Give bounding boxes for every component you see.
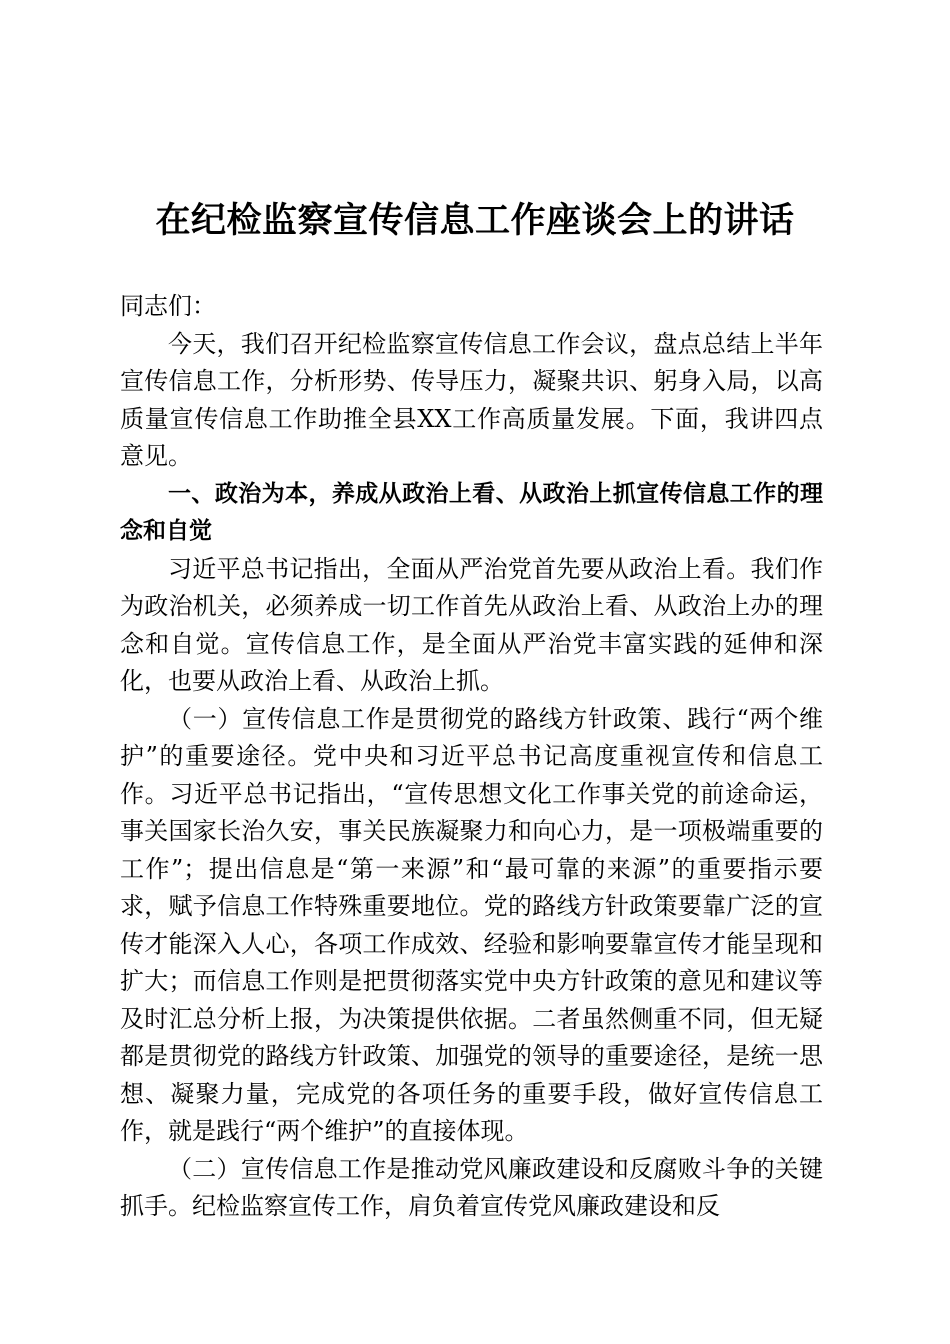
paragraph-subsection-2: （二）宣传信息工作是推动党风廉政建设和反腐败斗争的关键抓手。纪检监察宣传工作，肩负着宣传党风廉政建设和反 <box>120 1154 823 1220</box>
paragraph-opening: 今天，我们召开纪检监察宣传信息工作会议，盘点总结上半年宣传信息工作，分析形势、传导压力，凝聚共识、躬身入局，以高质量宣传信息工作助推全县XX工作高质量发展。下面，我讲四点意见。 <box>120 329 823 470</box>
salutation: 同志们： <box>120 292 216 320</box>
document-body <box>120 288 823 1226</box>
paragraph-politics: 习近平总书记指出，全面从严治党首先要从政治上看。我们作为政治机关，必须养成一切工作首先从政治上看、从政治上办的理念和自觉。宣传信息工作，是全面从严治党丰富实践的延伸和深化，也要从政治上看、从政治上抓。 <box>120 554 823 695</box>
paragraph-subsection-1: （一）宣传信息工作是贯彻党的路线方针政策、践行“两个维护”的重要途径。党中央和习近平总书记高度重视宣传和信息工作。习近平总书记指出，“宣传思想文化工作事关党的前途命运，事关国家长治久安，事关民族凝聚力和向心力，是一项极端重要的工作”；提出信息是“第一来源”和“最可靠的来源”的重要指示要求，赋予信息工作特殊重要地位。党的路线方针政策要靠广泛的宣传才能深入人心，各项工作成效、经验和影响要靠宣传才能呈现和扩大；而信息工作则是把贯彻落实党中央方针政策的意见和建议等及时汇总分析上报，为决策提供依据。二者虽然侧重不同，但无疑都是贯彻党的路线方针政策、加强党的领导的重要途径，是统一思想、凝聚力量，完成党的各项任务的重要手段，做好宣传信息工作，就是践行“两个维护”的直接体现。 <box>120 704 823 1145</box>
document-title: 在纪检监察宣传信息工作座谈会上的讲话 <box>155 200 795 241</box>
section-heading-1: 一、政治为本，养成从政治上看、从政治上抓宣传信息工作的理念和自觉 <box>120 480 823 544</box>
